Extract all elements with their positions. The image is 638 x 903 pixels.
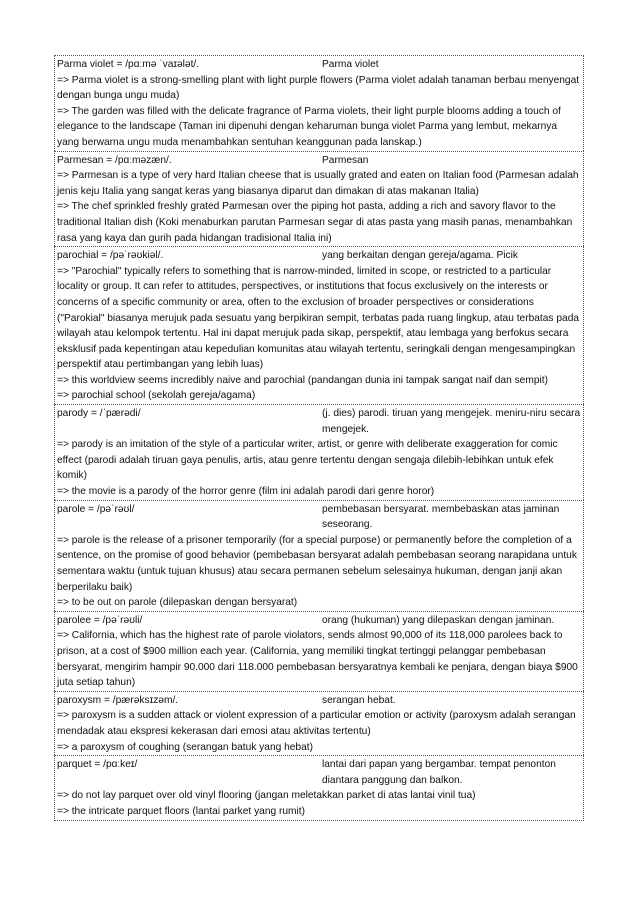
entry-term: parody = /ˈpærədi/ [57, 408, 141, 420]
entry-gloss: pembebasan bersyarat. membebaskan atas jaminan seseorang. [322, 503, 560, 531]
entry-parochial [54, 246, 584, 404]
entry-term: parochial = /pəˈrəʊkiəl/. [57, 250, 164, 262]
entry-term: parolee = /pəˈrəʊli/ [57, 614, 143, 626]
entry-parolee [54, 611, 584, 691]
entry-term: Parma violet = /pɑːmə ˈvaɪələt/. [57, 59, 200, 70]
entry-parmesan [54, 151, 584, 247]
entry-term: parole = /pəˈrəʊl/ [57, 503, 135, 515]
entry-term: paroxysm = /pærəksɪzəm/. [57, 694, 179, 706]
entry-parody [54, 404, 584, 500]
entry-line: => parody is an imitation of the style of a particular writer, artist, or genre with deliberate exaggeration for comic effect (parodi adalah tiruan gaya penulis, artis, atau genre tertentu dengan sengaja dilebih-lebihkan untuk efek komik) [57, 439, 558, 482]
vocabulary-list [54, 55, 584, 821]
entry-line: => Parma violet is a strong-smelling plant with light purple flowers (Parma violet adalah tanaman berbau menyengat dengan bunga ungu muda) [57, 74, 580, 102]
entry-line: => a paroxysm of coughing (serangan batuk yang hebat) [57, 741, 313, 753]
entry-parquet [54, 755, 584, 820]
entry-parole [54, 500, 584, 611]
entry-paroxysm [54, 691, 584, 755]
entry-line: => parole is the release of a prisoner temporarily (for a special purpose) or permanently before the completion of a sentence, on the promise of good behavior (pembebasan bersyarat adalah pembebasan seorang narapidana untuk sementara waktu (untuk tujuan khusus) atau secara permanen sebelum selesainya hukuman, dengan janji akan berperilaku baik) [57, 534, 577, 593]
entry-gloss: (j. dies) parodi. tiruan yang mengejek. meniru-niru secara mengejek. [322, 408, 581, 435]
entry-line: => paroxysm is a sudden attack or violent expression of a particular emotion or activity (paroxysm adalah serangan mendadak atau ekspresi kekerasan dari emosi atau aktivitas tertentu) [57, 710, 576, 737]
entry-line: => The garden was filled with the delicate fragrance of Parma violets, their light purple blooms adding a touch of elegance to the landscape (Taman ini dipenuhi dengan keharuman bunga violet Parma yang lembut, mekarnya yang berwarna ungu muda menambahkan sentuhan keanggunan pada lanskap.) [57, 105, 561, 148]
entry-line: => "Parochial" typically refers to something that is narrow-minded, limited in scope, or restricted to a particular locality or group. It can refer to attitudes, perspectives, or institutions that focus exclusively on the interests or concerns of a specific community or area, often to the exclusion of broader perspectives or considerations ("Parokial" biasanya merujuk pada sesuatu yang berpikiran sempit, terbatas pada ruang lingkup, atau terbatas pada wilayah atau kelompok tertentu. Hal ini dapat merujuk pada sikap, perspektif, atau lembaga yang berfokus secara eksklusif pada kepentingan atau kepedulian komunitas atau wilayah tertentu, seringkali dengan mengesampingkan perspektif atau pertimbangan yang lebih luas) [57, 265, 580, 371]
entry-line: => parochial school (sekolah gereja/agama) [57, 390, 256, 402]
entry-gloss: Parma violet [322, 59, 379, 70]
entry-line: => to be out on parole (dilepaskan dengan bersyarat) [57, 597, 298, 609]
entry-line: => The chef sprinkled freshly grated Parmesan over the piping hot pasta, adding a rich and savory flavor to the traditional Italian dish (Koki menaburkan parutan Parmesan segar di atas pasta yang masih panas, menambahkan rasa yang kaya dan gurih pada hidangan tradisional Italia ini) [57, 201, 573, 244]
entry-term: Parmesan = /pɑːməzæn/. [57, 154, 172, 166]
entry-line: => the movie is a parody of the horror genre (film ini adalah parodi dari genre horor) [57, 486, 435, 498]
entry-gloss: orang (hukuman) yang dilepaskan dengan jaminan. [322, 614, 555, 626]
entry-gloss: Parmesan [322, 154, 369, 166]
entry-parma-violet [54, 55, 584, 151]
entry-line: => the intricate parquet floors (lantai parket yang rumit) [57, 805, 306, 817]
entry-term: parquet = /pɑːkeɪ/ [57, 759, 138, 771]
entry-line: => Parmesan is a type of very hard Italian cheese that is usually grated and eaten on Italian food (Parmesan adalah jenis keju Italia yang sangat keras yang biasanya diparut dan dimakan di atas makanan Italia) [57, 170, 579, 197]
entry-line: => California, which has the highest rate of parole violators, sends almost 90,000 of its 118,000 parolees back to prison, at a cost of $900 million each year. (California, yang memiliki tingkat tertinggi pelanggar pembebasan bersyarat, mengirim hampir 90.000 dari 118.000 pembebasan bersyaratnya kembali ke penjara, dengan biaya $900 juta setiap tahun) [57, 630, 578, 689]
entry-gloss: serangan hebat. [322, 694, 396, 706]
entry-line: => this worldview seems incredibly naive and parochial (pandangan dunia ini tampak sangat naif dan sempit) [57, 374, 548, 386]
entry-line: => do not lay parquet over old vinyl flooring (jangan meletakkan parket di atas lantai vinil tua) [57, 790, 476, 802]
entry-gloss: lantai dari papan yang bergambar. tempat penonton diantara panggung dan balkon. [322, 759, 556, 786]
entry-gloss: yang berkaitan dengan gereja/agama. Picik [322, 250, 518, 262]
